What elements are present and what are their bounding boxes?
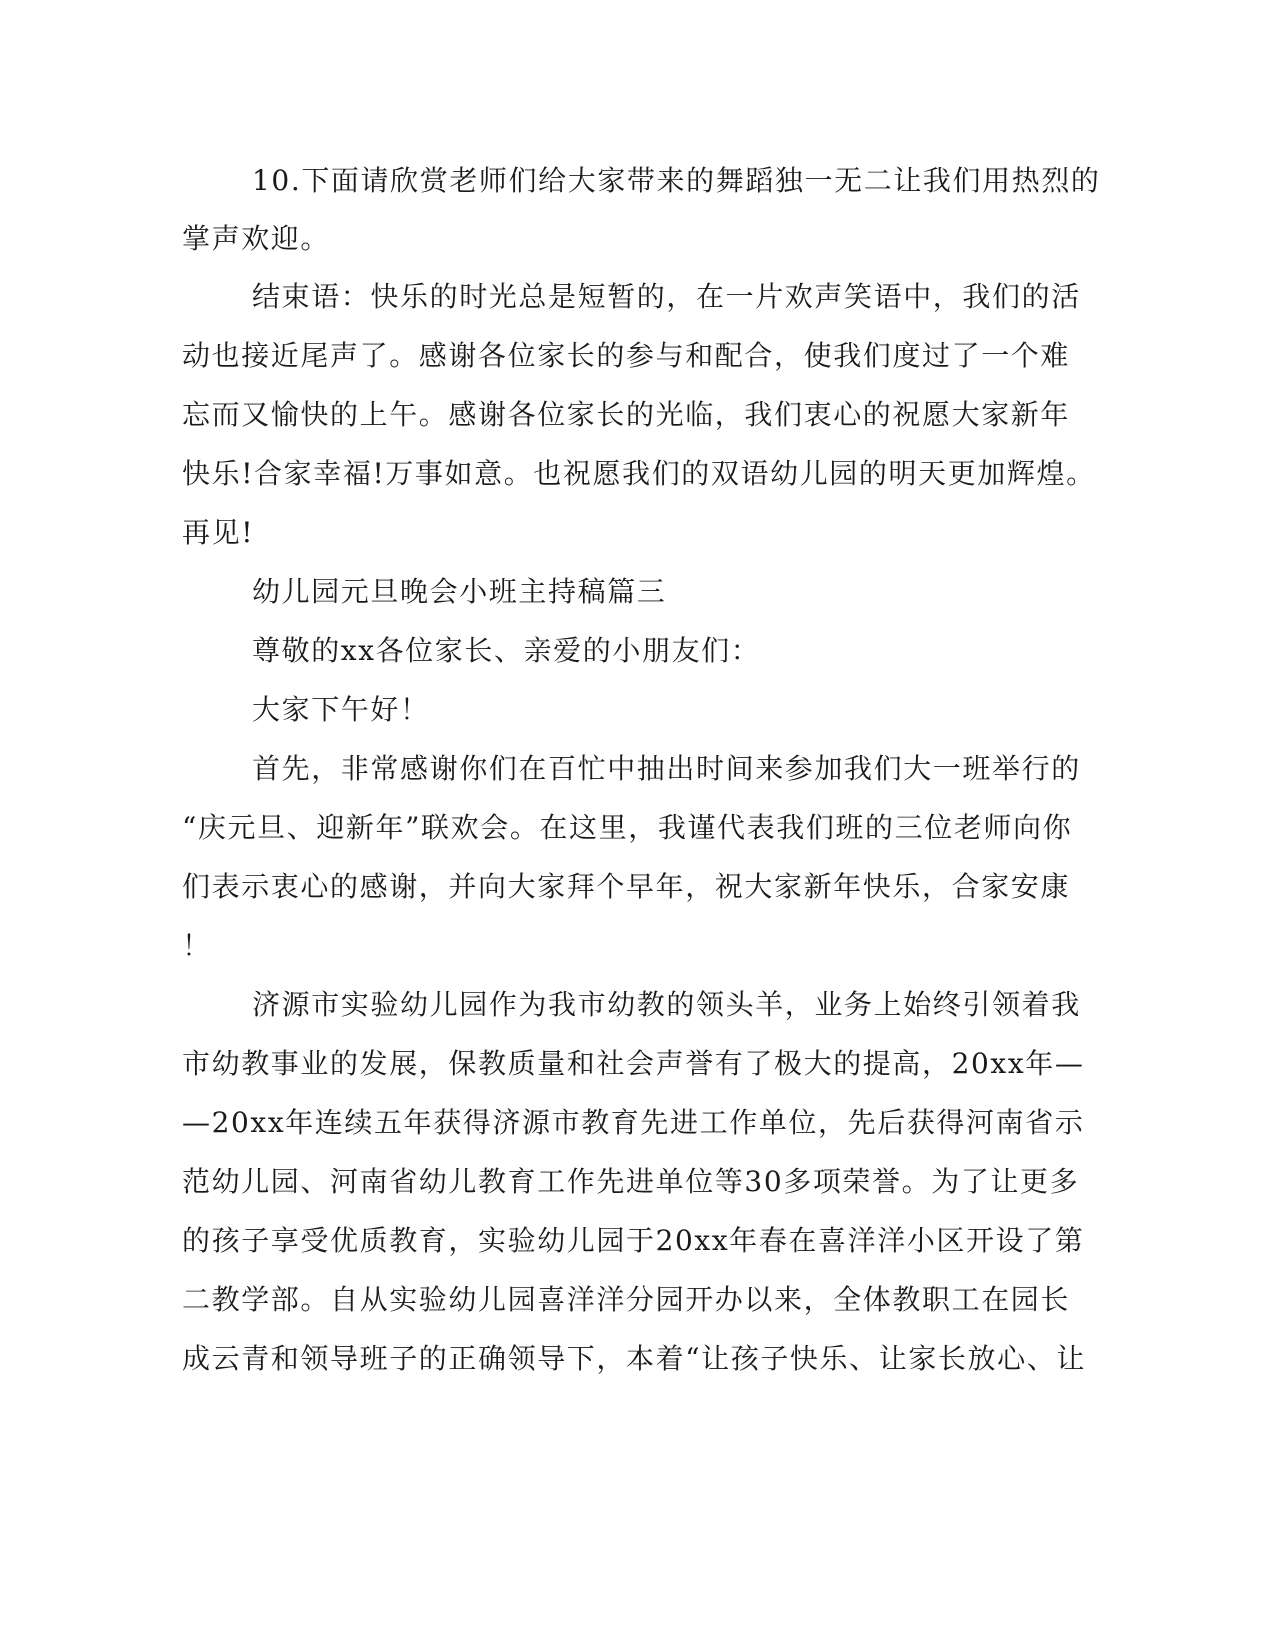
- text-line: 二教学部。自从实验幼儿园喜洋洋分园开办以来，全体教职工在园长: [182, 1283, 1071, 1316]
- text-line: 动也接近尾声了。感谢各位家长的参与和配合，使我们度过了一个难: [182, 339, 1071, 372]
- text-line: 忘而又愉快的上午。感谢各位家长的光临，我们衷心的祝愿大家新年: [182, 398, 1071, 431]
- text-line: 快乐!合家幸福!万事如意。也祝愿我们的双语幼儿园的明天更加辉煌。: [182, 457, 1096, 490]
- text-line: “庆元旦、迎新年”联欢会。在这里，我谨代表我们班的三位老师向你: [182, 811, 1073, 844]
- text-line: 们表示衷心的感谢，并向大家拜个早年，祝大家新年快乐，合家安康: [182, 870, 1071, 903]
- text-line: 范幼儿园、河南省幼儿教育工作先进单位等30多项荣誉。为了让更多: [182, 1165, 1080, 1198]
- text-line: 结束语：快乐的时光总是短暂的，在一片欢声笑语中，我们的活: [252, 280, 1081, 313]
- text-line: 10.下面请欣赏老师们给大家带来的舞蹈独一无二让我们用热烈的: [252, 164, 1101, 197]
- greeting: 大家下午好！: [252, 693, 430, 726]
- text-line: 首先，非常感谢你们在百忙中抽出时间来参加我们大一班举行的: [252, 752, 1081, 785]
- text-line: ！: [182, 929, 212, 962]
- text-line: —20xx年连续五年获得济源市教育先进工作单位，先后获得河南省示: [182, 1106, 1085, 1139]
- text-line: 市幼教事业的发展，保教质量和社会声誉有了极大的提高，20xx年—: [182, 1047, 1085, 1080]
- text-line: 济源市实验幼儿园作为我市幼教的领头羊，业务上始终引领着我: [252, 988, 1081, 1021]
- text-line: 再见!: [182, 516, 255, 549]
- section-heading: 幼儿园元旦晚会小班主持稿篇三: [252, 575, 667, 608]
- text-line: 掌声欢迎。: [182, 222, 331, 255]
- salutation: 尊敬的xx各位家长、亲爱的小朋友们：: [252, 634, 761, 667]
- text-line: 成云青和领导班子的正确领导下，本着“让孩子快乐、让家长放心、让: [182, 1342, 1086, 1375]
- text-line: 的孩子享受优质教育，实验幼儿园于20xx年春在喜洋洋小区开设了第: [182, 1224, 1085, 1257]
